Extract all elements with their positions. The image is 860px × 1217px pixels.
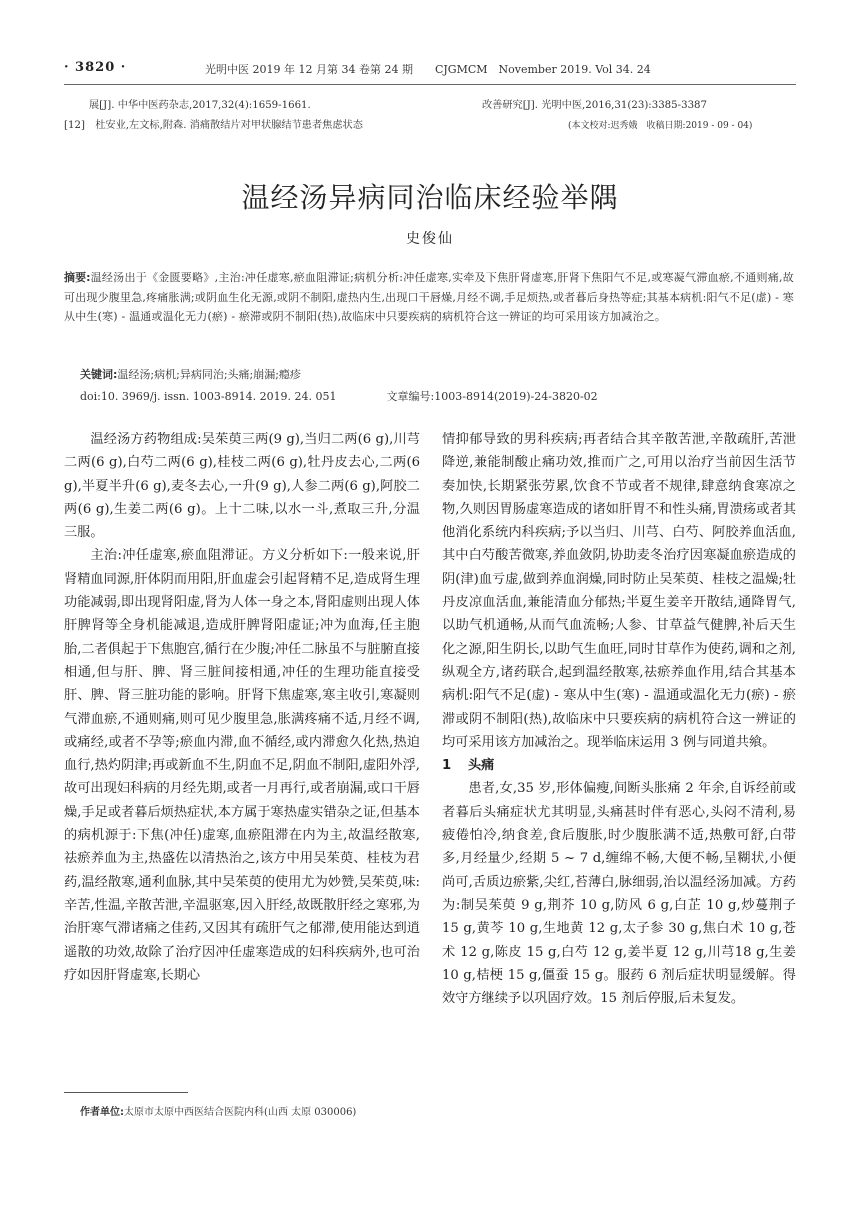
affiliation-label: 作者单位: [80,1107,124,1118]
article-title: 温经汤异病同治临床经验举隅 [241,181,619,214]
paragraph: 主治:冲任虚寒,瘀血阻滞证。方义分析如下:一般来说,肝肾精血同源,肝体阴而用阳,肝血虚会引起肾精不足,造成肾生理功能减弱,即出现肾阳虚,肾为人体一身之本,肾阳虚则出现人体肝脾肾等全身机能减退,造成肝脾肾阳虚证;冲为血海,任主胞胎,二者俱起于下焦胞宫,循行在少腹;冲任二脉虽不与脏腑直接相通,但与肝、脾、肾三脏间接相通,冲任的生理功能直接受肝、脾、肾三脏功能的影响。肝肾下焦虚寒,寒主收引,寒凝则气滞血瘀,不通则痛,则可见少腹里急,胀满疼痛不适,月经不调,或痛经,或者不孕等;瘀血内滞,血不循经,或内滞愈久化热,热迫血行,热灼阴津;再或新血不生,阴血不足,阴血不制阳,虚阳外浮,故可出现妇科病的月经先期,或者一月再行,或者崩漏,或口干唇燥,手足或者暮后烦热症状,本方属于寒热虚实错杂之证,但基本的病机源于:下焦(冲任)虚寒,血瘀阻滞在内为主,故温经散寒,祛瘀养血为主,热盛佐以清热治之,该方中用吴茱萸、桂枝为君药,温经散寒,通利血脉,其中吴茱萸的使用尤为妙赞,吴茱萸,味:辛苦,性温,辛散苦泄,辛温驱寒,因入肝经,故既散肝经之寒邪,为治肝寒气滞诸痛之佳药,又因其有疏肝气之郁滞,使用能达到逍遥散的功效,故除了治疗因冲任虚寒造成的妇科疾病外,也可治疗如因肝肾虚寒,长期心 [64,548,420,983]
affiliation-text: 太原市太原中西医结合医院内科(山西 太原 030006) [124,1107,357,1118]
doi: doi:10. 3969/j. issn. 1003-8914. 2019. 24. 051 [80,390,337,403]
keywords-text: 温经汤;病机;异病同治;头痛;崩漏;瘾疹 [117,368,301,381]
reference-line: 杜安业,左文标,附森. 消痛散结片对甲状腺结节患者焦虑状态 [95,120,363,131]
paragraph: 患者,女,35 岁,形体偏瘦,间断头胀痛 2 年余,自诉经前或者暮后头痛症状尤其明显,头痛甚时伴有恶心,头闷不清利,易疲倦怕冷,纳食差,食后腹胀,时少腹胀满不适,热敷可舒,白带多,月经量少,经期 5 ~ 7 d,缠绵不畅,大便不畅,呈糊状,小便尚可,舌质边瘀紫,尖红,苔薄白,脉细弱,治以温经汤加减。方药为:制吴茱萸 9 g,荆芥 10 g,防风 6 g,白芷 10 g,炒蔓荆子 15 g,黄芩 10 g,生地黄 12 g,太子参 30 g,焦白术 10 g,苍术 12 g,陈皮 15 g,白芍 12 g,姜半夏 12 g,川芎18 g,生姜 10 g,桔梗 15 g,僵蚕 15 g。服药 6 剂后症状明显缓解。得效守方继续予以巩固疗效。15 剂后停服,后未复发。 [442,781,796,1007]
body-column-left [64,428,420,987]
reference-number: [12] [64,120,85,131]
section-number: 1 [442,758,452,774]
section-title: 头痛 [468,758,495,774]
footnote-divider [64,1092,188,1093]
author-affiliation [80,1103,356,1118]
section-heading [442,754,796,777]
reference-line: 改善研究[J]. 光明中医,2016,31(23):3385-3387 [482,100,708,111]
doi-line [80,388,598,404]
received-date: (本文校对:迟秀娥 收稿日期:2019 - 09 - 04) [568,121,753,131]
references-right [482,96,812,136]
abstract-label: 摘要: [64,271,91,284]
keywords-label: 关键词: [80,368,118,381]
paragraph: 情抑郁导致的男科疾病;再者结合其辛散苦泄,辛散疏肝,苦泄降逆,兼能制酸止痛功效,推而广之,可用以治疗当前因生活节奏加快,长期紧张劳累,饮食不节或者不规律,肆意纳食寒凉之物,久则因胃肠虚寒造成的诸如肝胃不和性头痛,胃溃疡或者其他消化系统内科疾病;予以当归、川芎、白芍、阿胶养血活血,其中白芍酸苦微寒,养血敛阴,协助麦冬治疗因寒凝血瘀造成的阴(津)血亏虚,做到养血润燥,同时防止吴茱萸、桂枝之温燥;牡丹皮凉血活血,兼能清血分郁热;半夏生姜辛开散结,通降胃气,以助气机通畅,从而气血流畅;人参、甘草益气健脾,补后天生化之源,阳生阴长,以助气生血旺,同时甘草作为使药,调和之剂,纵观全方,诸药联合,起到温经散寒,祛瘀养血作用,结合其基本病机:阳气不足(虚) - 寒从中生(寒) - 温通或温化无力(瘀) - 瘀滞或阴不制阳(热),故临床中只要疾病的病机符合这一辨证的均可采用该方加减治之。现举临床运用 3 例与同道共飨。 [442,432,796,750]
body-column-right [442,428,796,1010]
keywords [80,366,301,382]
references-left [64,96,424,136]
article-author: 史俊仙 [406,231,454,247]
header-divider [64,84,796,85]
article-number: 文章编号:1003-8914(2019)-24-3820-02 [386,390,598,403]
running-header: 光明中医 2019 年 12 月第 34 卷第 24 期 CJGMCM November 2019. Vol 34. 24 [205,63,651,76]
paragraph: 温经汤方药物组成:吴茱萸三两(9 g),当归二两(6 g),川芎二两(6 g),白芍二两(6 g),桂枝二两(6 g),牡丹皮去心,二两(6 g),半夏半升(6 g),麦冬去心,一升(9 g),人参二两(6 g),阿胶二两(6 g),生姜二两(6 g)。上十二味,以水一斗,煮取三升,分温三服。 [64,432,420,541]
reference-line: 展[J]. 中华中医药杂志,2017,32(4):1659-1661. [89,100,311,111]
abstract-text: 温经汤出于《金匮要略》,主治:冲任虚寒,瘀血阻滞证;病机分析:冲任虚寒,实牵及下焦肝肾虚寒,肝肾下焦阳气不足,或寒凝气滞血瘀,不通则痛,故可出现少腹里急,疼痛胀满;或阴血生化无源,或阴不制阳,虚热内生,出现口干唇燥,月经不调,手足烦热,或者暮后身热等症;其基本病机:阳气不足(虚) - 寒从中生(寒) - 温通或温化无力(瘀) - 瘀滞或阴不制阳(热),故临床中只要疾病的病机符合这一辨证的均可采用该方加减治之。 [64,271,794,323]
page-number: · 3820 · [64,60,127,75]
abstract [64,268,794,327]
